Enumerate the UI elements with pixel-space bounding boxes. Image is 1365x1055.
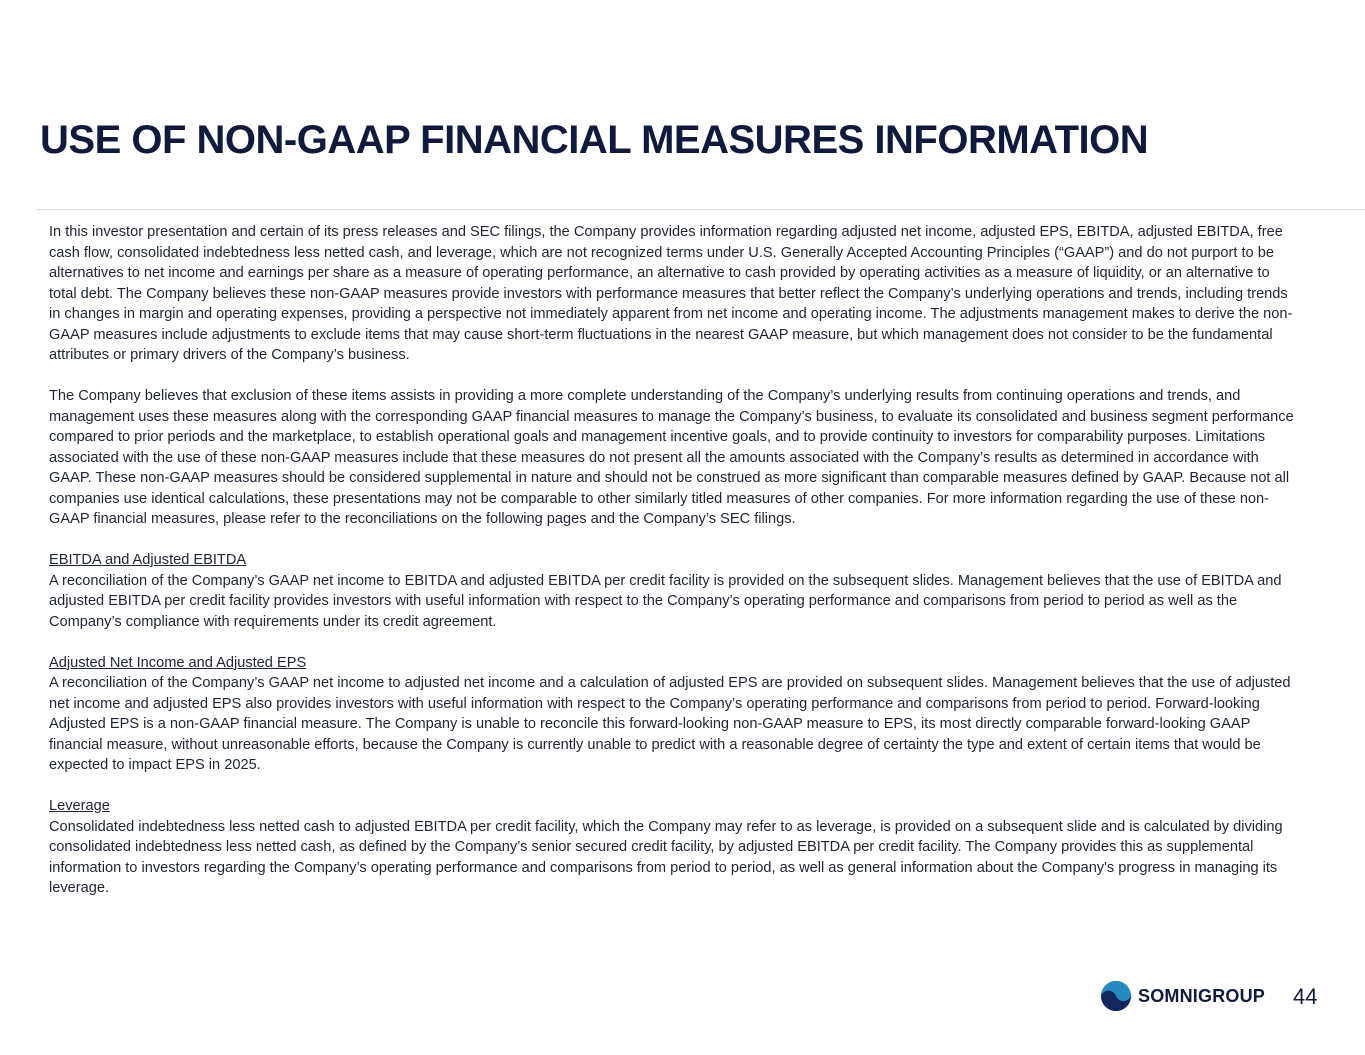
intro-paragraph-1: In this investor presentation and certain of its press releases and SEC filings, the Company provides information regarding adjusted net income, adjusted EPS, EBITDA, adjusted EBITDA, free cash flow, consolidated indebtedness less netted cash, and leverage, which are not recognized terms under U.S. Generally Accepted Accounting Principles (“GAAP”) and do not purport to be alternatives to net income and earnings per share as a measure of operating performance, an alternative to cash provided by operating activities as a measure of liquidity, or an alternative to total debt. The Company believes these non-GAAP measures provide investors with performance measures that better reflect the Company’s underlying operations and trends, including trends in changes in margin and operating expenses, providing a perspective not immediately apparent from net income and operating income. The adjustments management makes to derive the non-GAAP measures include adjustments to exclude items that may cause short-term fluctuations in the nearest GAAP measure, but which management does not consider to be the fundamental attributes or primary drivers of the Company’s business. (49, 224, 1293, 363)
section-heading-leverage: Leverage (49, 798, 110, 814)
section-adjusted-net-income (49, 653, 1299, 776)
section-text-adjusted-net-income: A reconciliation of the Company’s GAAP net income to adjusted net income and a calculation of adjusted EPS are provided on subsequent slides. Management believes that the use of adjusted net income and adjusted EPS also provides investors with useful information with respect to the Company’s operating performance and comparisons from period to period. Forward-looking Adjusted EPS is a non-GAAP financial measure. The Company is unable to reconcile this forward-looking non-GAAP measure to EPS, its most directly comparable forward-looking GAAP financial measure, without unreasonable efforts, because the Company is currently unable to predict with a reasonable degree of certainty the type and extent of certain items that would be expected to impact EPS in 2025. (49, 675, 1291, 773)
section-ebitda (49, 550, 1299, 632)
intro-paragraph-2: The Company believes that exclusion of these items assists in providing a more complete understanding of the Company’s underlying results from continuing operations and trends, and management uses these measures along with the corresponding GAAP financial measures to manage the Company’s business, to evaluate its consolidated and business segment performance compared to prior periods and the marketplace, to establish operational goals and management incentive goals, and to provide continuity to investors for comparability purposes. Limitations associated with the use of these non-GAAP measures include that these measures do not present all the amounts associated with the Company’s results as determined in accordance with GAAP. These non-GAAP measures should be considered supplemental in nature and should not be construed as more significant than comparable measures defined by GAAP. Because not all companies use identical calculations, these presentations may not be comparable to other similarly titled measures of other companies. For more information regarding the use of these non-GAAP financial measures, please refer to the reconciliations on the following pages and the Company’s SEC filings. (49, 388, 1294, 527)
company-logo (1100, 976, 1265, 1016)
somnigroup-logo-icon (1100, 976, 1132, 1016)
section-leverage (49, 796, 1299, 899)
section-heading-ebitda: EBITDA and Adjusted EBITDA (49, 552, 247, 568)
title-divider (36, 209, 1365, 210)
body-content (49, 222, 1299, 919)
page-title: USE OF NON-GAAP FINANCIAL MEASURES INFORMATION (40, 118, 1149, 162)
section-text-leverage: Consolidated indebtedness less netted cash to adjusted EBITDA per credit facility, which the Company may refer to as leverage, is provided on a subsequent slide and is calculated by dividing consolidated indebtedness less netted cash, as defined by the Company’s senior secured credit facility, by adjusted EBITDA per credit facility. The Company provides this as supplemental information to investors regarding the Company’s operating performance and comparisons from period to period, as well as general information about the Company's progress in managing its leverage. (49, 818, 1283, 896)
page-number: 44 (1293, 984, 1318, 1009)
section-heading-adjusted-net-income: Adjusted Net Income and Adjusted EPS (49, 654, 307, 671)
logo-text: SOMNIGROUP (1138, 985, 1266, 1006)
section-text-ebitda: A reconciliation of the Company’s GAAP net income to EBITDA and adjusted EBITDA per credit facility is provided on the subsequent slides. Management believes that the use of EBITDA and adjusted EBITDA per credit facility provides investors with useful information with respect to the Company’s operating performance and comparisons from period to period as well as the Company’s compliance with requirements under its credit agreement. (49, 572, 1282, 630)
